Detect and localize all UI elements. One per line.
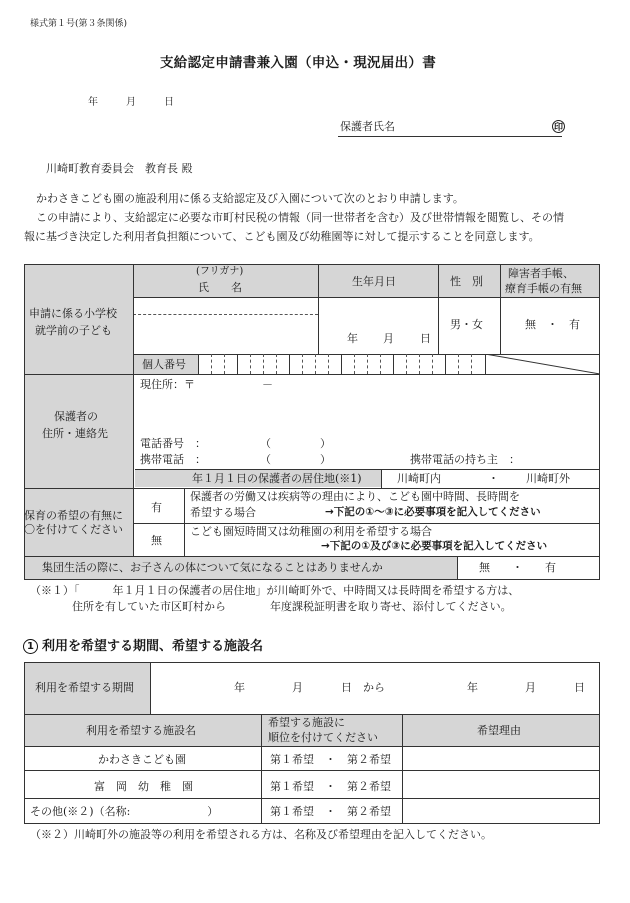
care-no-option[interactable]: 無 bbox=[151, 534, 162, 547]
jan1-in-town[interactable]: 川崎町内 bbox=[397, 472, 441, 485]
postal-code-input[interactable] bbox=[205, 377, 260, 391]
disability-option[interactable]: 無 ・ 有 bbox=[525, 318, 580, 331]
facility-name: その他(※２)（名称: ） bbox=[30, 805, 219, 818]
diagonal-strike bbox=[485, 354, 600, 374]
facility-header: 利用を希望する施設名 bbox=[86, 724, 196, 737]
rank-header-2: 順位を付けてください bbox=[268, 731, 378, 744]
other-facility-input[interactable] bbox=[150, 804, 245, 818]
child-label-1: 申請に係る小学校 bbox=[29, 307, 117, 320]
disability-label-2: 療育手帳の有無 bbox=[505, 282, 582, 295]
care-yes-text-1: 保護者の労働又は疾病等の理由により、こども園中時間、長時間を bbox=[190, 490, 520, 503]
gender-label: 性 別 bbox=[450, 275, 483, 288]
facility-name: 富 岡 幼 稚 園 bbox=[94, 780, 193, 793]
intro-line-2: この申請により、支給認定に必要な市町村民税の情報（同一世帯者を含む）及び世帯情報を閲覧し、その情 bbox=[36, 211, 564, 224]
section-1-heading: 利用を希望する期間、希望する施設名 bbox=[42, 639, 264, 654]
phone-label: 電話番号 ： bbox=[140, 437, 206, 450]
group-life-question: 集団生活の際に、お子さんの体について気になることはありませんか bbox=[42, 561, 383, 574]
mobile-paren-open: （ bbox=[260, 453, 271, 466]
facility-rank[interactable]: 第１希望 ・ 第２希望 bbox=[270, 753, 391, 766]
guardian-label-1: 保護者の bbox=[54, 410, 98, 423]
guardian-name-label: 保護者氏名 bbox=[340, 120, 395, 133]
reason-input[interactable] bbox=[407, 779, 595, 794]
section-number-badge: 1 bbox=[23, 639, 38, 654]
phone-paren-close: ） bbox=[320, 437, 331, 450]
mobile-label: 携帯電話 ： bbox=[140, 453, 206, 466]
note-1-line-2: 住所を有していた市区町村から 年度課税証明書を取り寄せ、添付してください。 bbox=[72, 600, 512, 613]
intro-line-3: 報に基づき決定した利用者負担額について、こども園及び幼稚園等に対して提示することを同意します。 bbox=[24, 230, 540, 243]
child-furigana-input[interactable] bbox=[138, 300, 313, 312]
date-month-label: 月 bbox=[126, 97, 136, 108]
jan1-residence-label: 年１月１日の保護者の居住地(※1) bbox=[192, 472, 362, 485]
care-yes-text-2: 希望する場合 bbox=[190, 506, 256, 519]
disability-label-1: 障害者手帳、 bbox=[508, 267, 574, 280]
care-yes-note: →下記の①～③に必要事項を記入してください bbox=[325, 506, 541, 518]
furigana-label: (フリガナ) bbox=[196, 266, 244, 277]
reason-input[interactable] bbox=[407, 752, 595, 767]
rank-header-1: 希望する施設に bbox=[268, 716, 345, 729]
intro-line-1: かわさきこども園の施設利用に係る支給認定及び入園について次のとおり申請します。 bbox=[36, 192, 464, 205]
gender-option[interactable]: 男・女 bbox=[450, 318, 483, 331]
mobile-owner-label: 携帯電話の持ち主 ： bbox=[410, 453, 520, 466]
jan1-out-town[interactable]: 川崎町外 bbox=[526, 472, 570, 485]
date-year-label: 年 bbox=[88, 97, 98, 108]
guardian-name-input[interactable] bbox=[405, 119, 545, 133]
page-title: 支給認定申請書兼入園（申込・現況届出）書 bbox=[160, 55, 436, 71]
facility-name: かわさきこども園 bbox=[98, 753, 186, 766]
address-input[interactable] bbox=[140, 395, 590, 425]
jan1-separator: ・ bbox=[488, 472, 499, 485]
facility-rank[interactable]: 第１希望 ・ 第２希望 bbox=[270, 780, 391, 793]
birthdate-label: 生年月日 bbox=[352, 275, 396, 288]
seal-mark: 印 bbox=[552, 120, 565, 133]
group-life-answer[interactable]: 無 ・ 有 bbox=[479, 561, 556, 574]
to-month: 月 bbox=[525, 681, 536, 694]
address-label: 現住所：〒 bbox=[140, 378, 195, 391]
to-year: 年 bbox=[467, 681, 478, 694]
birth-year-label: 年 bbox=[347, 332, 358, 345]
child-label-2: 就学前の子ども bbox=[35, 324, 112, 337]
to-day: 日 bbox=[574, 681, 585, 694]
date-day-label: 日 bbox=[164, 97, 174, 108]
care-label-2: 〇を付けてください bbox=[24, 523, 123, 536]
birth-month-label: 月 bbox=[383, 332, 394, 345]
care-yes-option[interactable]: 有 bbox=[151, 501, 162, 514]
note-1-line-1: （※１）「 年１月１日の保護者の居住地」が川崎町外で、中時間又は長時間を希望する方は、 bbox=[30, 584, 520, 597]
reason-input[interactable] bbox=[407, 804, 595, 819]
form-number: 様式第１号(第３条関係) bbox=[30, 19, 128, 29]
address-dash: － bbox=[262, 378, 273, 391]
care-no-text: こども園短時間又は幼稚園の利用を希望する場合 bbox=[190, 525, 432, 538]
mobile-paren-close: ） bbox=[320, 453, 331, 466]
from-year: 年 bbox=[234, 681, 245, 694]
facility-rank[interactable]: 第１希望 ・ 第２希望 bbox=[270, 805, 391, 818]
phone-input[interactable] bbox=[210, 436, 390, 450]
from-month: 月 bbox=[292, 681, 303, 694]
recipient: 川崎町教育委員会 教育長 殿 bbox=[46, 162, 193, 175]
care-no-note: →下記の①及び③に必要事項を記入してください bbox=[321, 540, 548, 552]
phone-paren-open: （ bbox=[260, 437, 271, 450]
guardian-label-2: 住所・連絡先 bbox=[42, 427, 108, 440]
reason-header: 希望理由 bbox=[477, 724, 521, 737]
period-label: 利用を希望する期間 bbox=[35, 681, 134, 694]
care-label-1: 保育の希望の有無に bbox=[24, 509, 123, 522]
note-2: （※２）川崎町外の施設等の利用を希望される方は、名称及び希望理由を記入してください。 bbox=[30, 828, 492, 841]
birth-day-label: 日 bbox=[420, 332, 431, 345]
child-name-input[interactable] bbox=[138, 320, 313, 350]
from-day: 日 から bbox=[341, 681, 385, 694]
mobile-input[interactable] bbox=[210, 452, 390, 466]
mobile-owner-input[interactable] bbox=[525, 452, 595, 466]
personal-number-label: 個人番号 bbox=[142, 358, 186, 371]
name-label: 氏 名 bbox=[198, 281, 242, 294]
